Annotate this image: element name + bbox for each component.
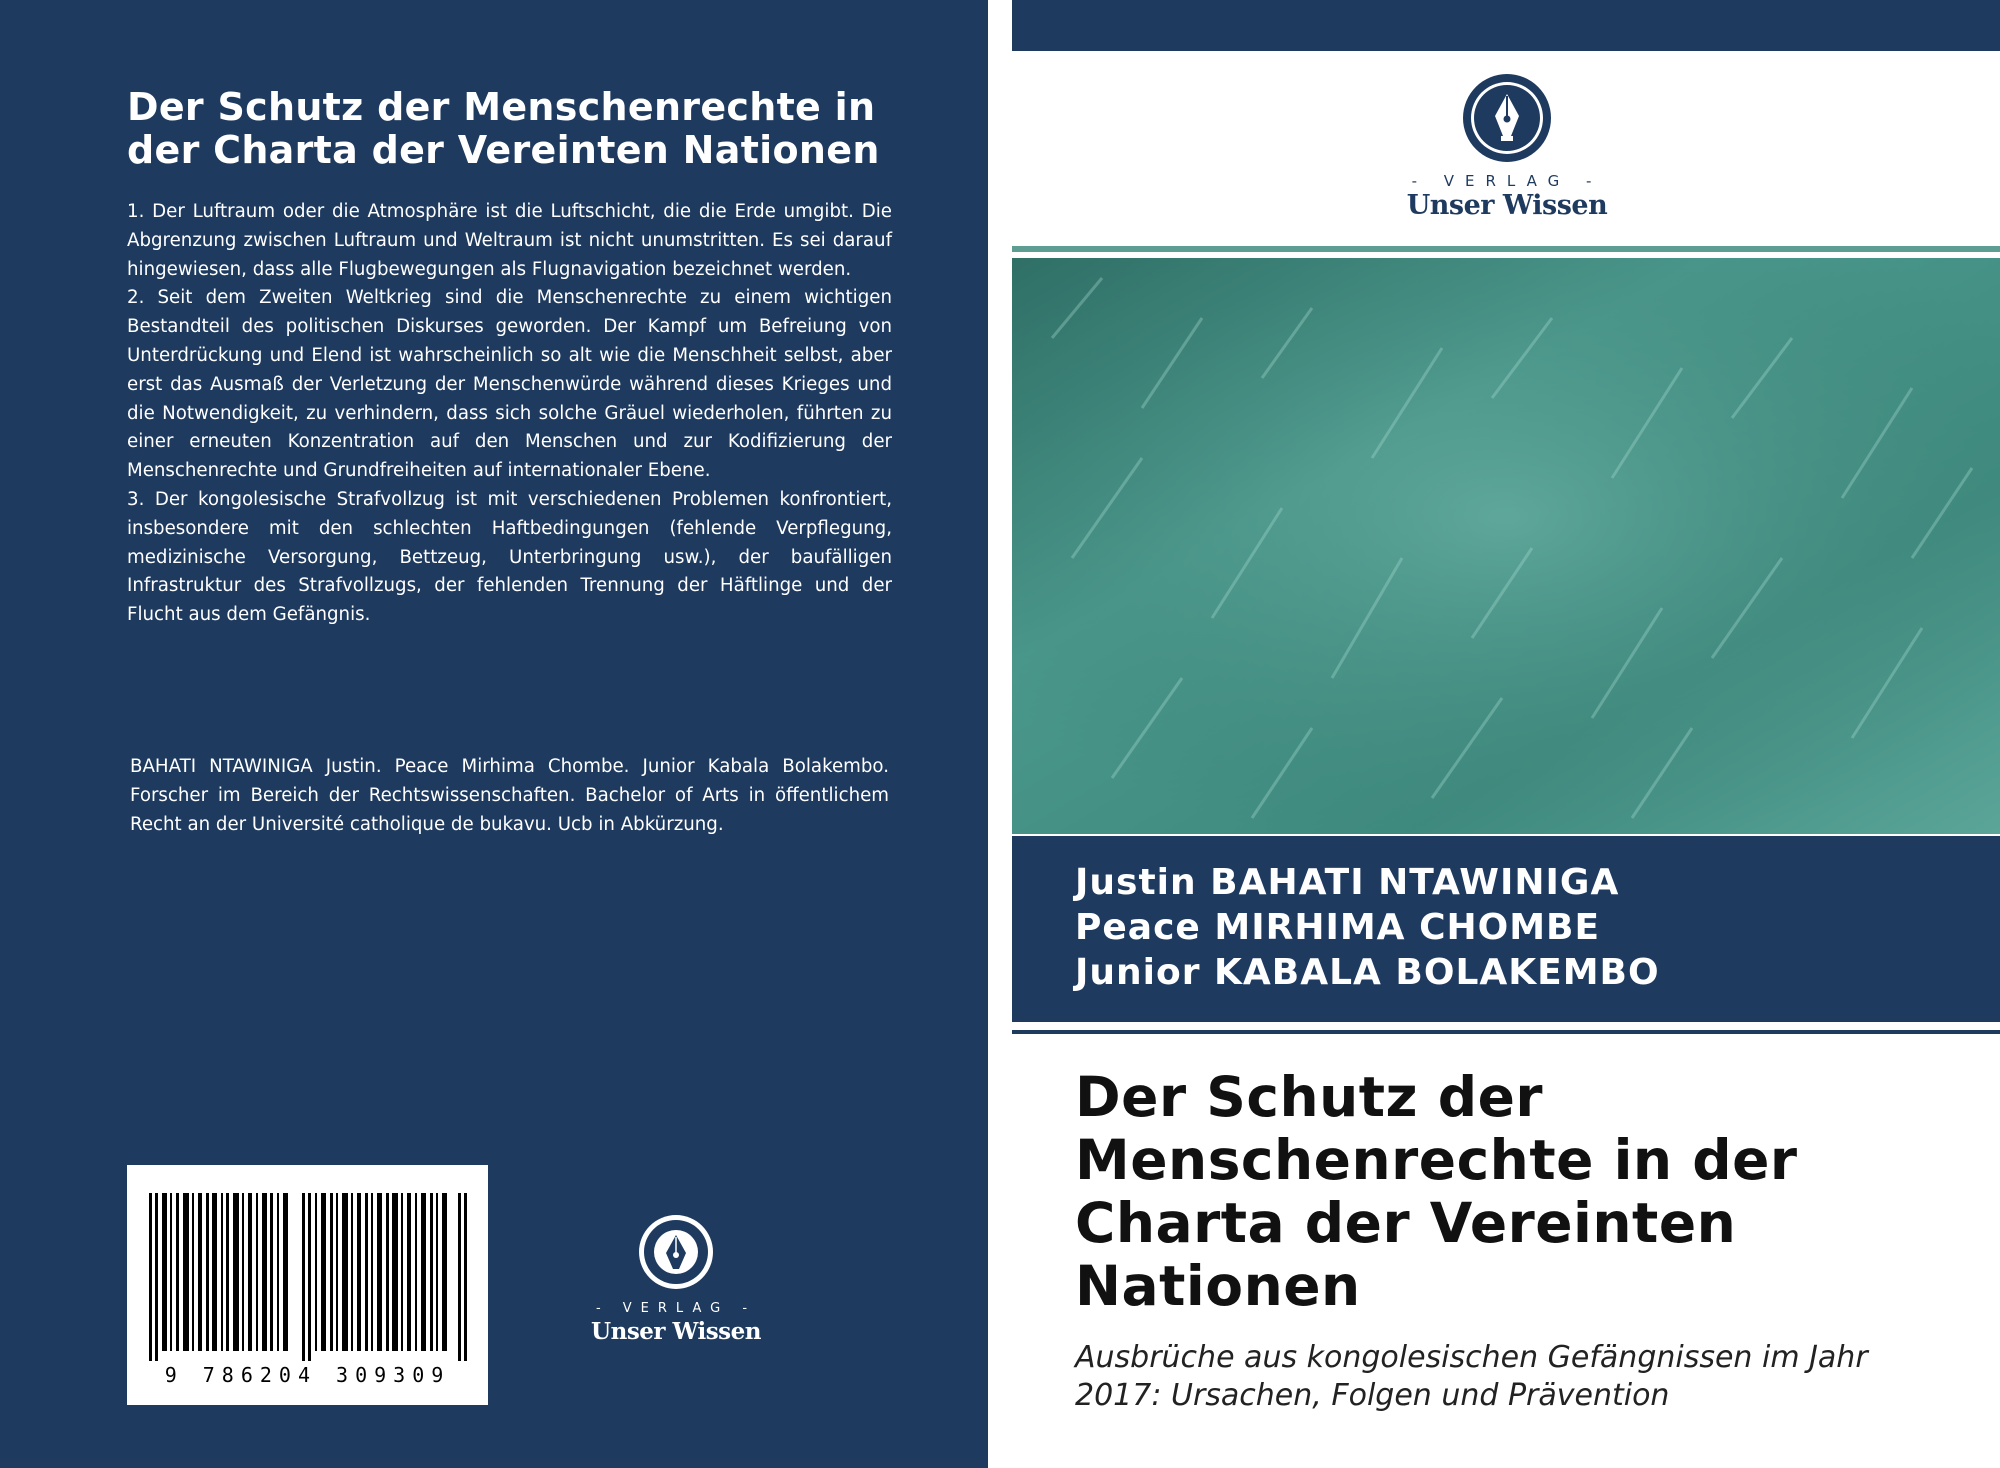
front-cover-subtitle: Ausbrüche aus kongolesischen Gefängnissen im Jahr 2017: Ursachen, Folgen und Prävention bbox=[1075, 1340, 1868, 1413]
blurb-paragraph: 1. Der Luftraum oder die Atmosphäre ist die Luftschicht, die die Erde umgibt. Die Abgrenzung zwischen Luftraum und Weltraum ist nicht unumstritten. Es sei darauf hingewiesen, dass alle Flugbewegungen als Flugnavigation bezeichnet werden. bbox=[127, 201, 892, 280]
teal-divider bbox=[1012, 246, 2000, 252]
author-name: Peace MIRHIMA CHOMBE bbox=[1075, 907, 1601, 948]
top-band bbox=[1012, 0, 2000, 51]
author-bio: BAHATI NTAWINIGA Justin. Peace Mirhima Chombe. Junior Kabala Bolakembo. Forscher im Bereich der Rechtswissenschaften. Bachelor of Arts in öffentlichem Recht an der Université catholique de bukavu. Ucb in Abkürzung. bbox=[130, 756, 889, 835]
pen-nib-logo-icon bbox=[1461, 72, 1553, 164]
barcode bbox=[127, 1165, 488, 1405]
front-cover-title: Der Schutz der Menschenrechte in der Charta der Vereinten Nationen bbox=[1075, 1065, 1798, 1318]
barcode-bars-icon bbox=[149, 1193, 467, 1361]
publisher-logo-back bbox=[590, 1213, 762, 1345]
navy-divider bbox=[1012, 1030, 2000, 1034]
verlag-label: - VERLAG - bbox=[1411, 172, 1603, 190]
pen-nib-logo-icon bbox=[637, 1213, 715, 1291]
authors-band bbox=[1012, 836, 2000, 1022]
back-cover-blurb bbox=[127, 198, 892, 630]
publisher-logo-front bbox=[1372, 72, 1642, 221]
front-cover bbox=[1012, 0, 2000, 1468]
blurb-paragraph: 2. Seit dem Zweiten Weltkrieg sind die Menschenrechte zu einem wichtigen Bestandteil des politischen Diskurses geworden. Der Kampf um Befreiung von Unterdrückung und Elend ist wahrscheinlich so alt wie die Menschheit selbst, aber erst das Ausmaß der Verletzung der Menschenwürde während dieses Krieges und die Notwendigkeit, zu verhindern, dass sich solche Gräuel wiederholen, führten zu einer erneuten Konzentration auf den Menschen und zur Kodifizierung der Menschenrechte und Grundfreiheiten auf internationaler Ebene. bbox=[127, 287, 892, 482]
back-cover bbox=[0, 0, 988, 1468]
water-cover-image bbox=[1012, 258, 2000, 834]
isbn-number: 9 786204 309309 bbox=[164, 1363, 451, 1387]
spine bbox=[988, 0, 1012, 1468]
author-name: Junior KABALA BOLAKEMBO bbox=[1075, 952, 1660, 993]
publisher-name: Unser Wissen bbox=[591, 1318, 761, 1345]
back-cover-title: Der Schutz der Menschenrechte in der Charta der Vereinten Nationen bbox=[127, 85, 880, 172]
author-name: Justin BAHATI NTAWINIGA bbox=[1075, 862, 1620, 903]
blurb-paragraph: 3. Der kongolesische Strafvollzug ist mit verschiedenen Problemen konfrontiert, insbesondere mit den schlechten Haftbedingungen (fehlende Verpflegung, medizinische Versorgung, Bettzeug, Unterbringung usw.), der baufälligen Infrastruktur des Strafvollzugs, der fehlenden Trennung der Häftlinge und der Flucht aus dem Gefängnis. bbox=[127, 488, 892, 626]
publisher-name: Unser Wissen bbox=[1406, 190, 1608, 221]
verlag-label: - VERLAG - bbox=[595, 1301, 757, 1316]
